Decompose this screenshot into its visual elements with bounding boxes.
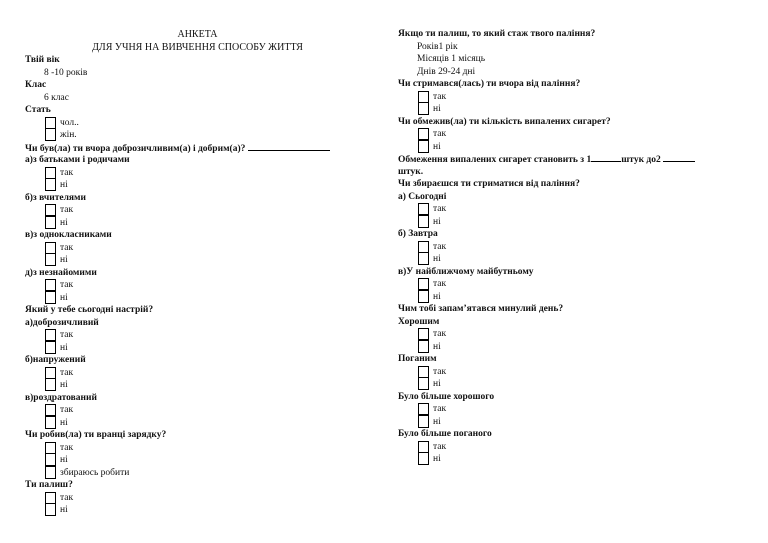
- option-no: ні: [398, 103, 748, 116]
- option-no: ні: [398, 341, 748, 354]
- option-yes: так: [25, 167, 370, 180]
- option-no: ні: [25, 504, 370, 517]
- option-no: ні: [398, 141, 748, 154]
- checkbox-no[interactable]: [45, 503, 56, 516]
- checkbox-no[interactable]: [418, 415, 429, 428]
- option-yes: так: [398, 91, 748, 104]
- checkbox-no[interactable]: [45, 291, 56, 304]
- checkbox-yes[interactable]: [418, 128, 429, 140]
- smoking-duration-question: Якщо ти палиш, то який стаж твого паління?: [398, 29, 596, 39]
- option-yes: так: [398, 366, 748, 379]
- right-column: [398, 28, 748, 466]
- option-no: ні: [25, 417, 370, 430]
- checkbox-no[interactable]: [45, 178, 56, 191]
- checkbox-no[interactable]: [418, 452, 429, 465]
- friendly-question: Чи був(ла) ти вчора доброзичливим(а) і добрим(а)?: [25, 142, 370, 155]
- option-yes: так: [25, 204, 370, 217]
- class-value: 6 клас: [44, 92, 69, 103]
- option-yes: так: [25, 279, 370, 292]
- smoking-months: Місяців 1 місяць: [417, 54, 486, 64]
- option-yes: так: [398, 441, 748, 454]
- option-yes: так: [25, 329, 370, 342]
- option-yes: так: [25, 242, 370, 255]
- remember-question: Чим тобі запам’ятався минулий день?: [398, 304, 564, 314]
- min-cigarettes-line[interactable]: [591, 153, 621, 162]
- mood-tense-label: б)напружений: [25, 355, 86, 365]
- checkbox-yes[interactable]: [45, 492, 56, 504]
- checkbox-yes[interactable]: [45, 367, 56, 379]
- option-no: ні: [398, 216, 748, 229]
- plan-question: Чи збираєшся ти стриматися від паління?: [398, 179, 580, 189]
- option-no: ні: [25, 292, 370, 305]
- checkbox-no[interactable]: [418, 340, 429, 353]
- friendly-strangers-label: д)з незнайомими: [25, 267, 97, 278]
- plan-tomorrow-label: б) Завтра: [398, 229, 438, 239]
- checkbox-no[interactable]: [418, 215, 429, 228]
- checkbox-yes[interactable]: [418, 366, 429, 378]
- mood-irritated-label: в)роздратований: [25, 392, 97, 403]
- option-female: жін.: [25, 129, 370, 142]
- option-no: ні: [398, 291, 748, 304]
- option-no: ні: [25, 454, 370, 467]
- checkbox-no[interactable]: [418, 252, 429, 265]
- checkbox-yes[interactable]: [45, 329, 56, 341]
- option-yes: так: [398, 328, 748, 341]
- option-yes: так: [25, 492, 370, 505]
- option-no: ні: [25, 217, 370, 230]
- checkbox-yes[interactable]: [418, 441, 429, 453]
- checkbox-no[interactable]: [418, 377, 429, 390]
- exercise-question: Чи робив(ла) ти вранці зарядку?: [25, 430, 167, 440]
- age-label: Твій вік: [25, 55, 60, 65]
- left-column: [25, 28, 370, 517]
- checkbox-no[interactable]: [45, 378, 56, 391]
- option-yes: так: [398, 203, 748, 216]
- checkbox-no[interactable]: [45, 453, 56, 466]
- abstain-question: Чи стримався(лась) ти вчора від паління?: [398, 79, 581, 89]
- checkbox-no[interactable]: [418, 102, 429, 115]
- friendly-teachers-label: б)з вчителями: [25, 192, 87, 203]
- checkbox-female[interactable]: [45, 128, 56, 141]
- option-yes: так: [25, 404, 370, 417]
- checkbox-no[interactable]: [418, 290, 429, 303]
- checkbox-yes[interactable]: [45, 404, 56, 416]
- option-yes: так: [398, 403, 748, 416]
- plan-today-label: а) Сьогодні: [398, 191, 447, 202]
- checkbox-no[interactable]: [45, 341, 56, 354]
- option-male: чол..: [25, 117, 370, 130]
- smoking-years: Років1 рік: [417, 41, 458, 52]
- more-bad-label: Було більше поганого: [398, 429, 492, 439]
- option-yes: так: [25, 442, 370, 455]
- limit-statement-end: штук.: [398, 166, 424, 177]
- checkbox-no[interactable]: [45, 216, 56, 229]
- checkbox-male[interactable]: [45, 117, 56, 129]
- option-no: ні: [398, 416, 748, 429]
- option-yes: так: [398, 278, 748, 291]
- option-no: ні: [398, 453, 748, 466]
- option-no: ні: [25, 342, 370, 355]
- smoke-question: Ти палиш?: [25, 480, 73, 490]
- option-yes: так: [398, 241, 748, 254]
- plan-future-label: в)У найближчому майбутньому: [398, 266, 534, 277]
- checkbox-yes[interactable]: [418, 203, 429, 215]
- checkbox-yes[interactable]: [418, 278, 429, 290]
- max-cigarettes-line[interactable]: [663, 153, 695, 162]
- remember-good-label: Хорошим: [398, 316, 440, 327]
- checkbox-yes[interactable]: [418, 328, 429, 340]
- option-yes: так: [25, 367, 370, 380]
- checkbox-plan[interactable]: [45, 466, 56, 479]
- limit-question: Чи обмежив(ла) ти кількість випалених сигарет?: [398, 116, 611, 127]
- checkbox-no[interactable]: [45, 416, 56, 429]
- checkbox-yes[interactable]: [45, 167, 56, 179]
- checkbox-yes[interactable]: [418, 403, 429, 415]
- remember-bad-label: Поганим: [398, 354, 437, 364]
- title-anketa: АНКЕТА: [177, 29, 218, 40]
- checkbox-no[interactable]: [45, 253, 56, 266]
- option-no: ні: [398, 378, 748, 391]
- option-no: ні: [398, 253, 748, 266]
- title-subtitle: ДЛЯ УЧНЯ НА ВИВЧЕННЯ СПОСОБУ ЖИТТЯ: [92, 42, 303, 53]
- option-plan: збираюсь робити: [25, 467, 370, 480]
- checkbox-yes[interactable]: [418, 241, 429, 253]
- mood-question: Який у тебе сьогодні настрій?: [25, 305, 154, 315]
- class-label: Клас: [25, 80, 47, 90]
- friendly-classmates-label: в)з однокласниками: [25, 230, 112, 240]
- option-yes: так: [398, 128, 748, 141]
- checkbox-yes[interactable]: [45, 442, 56, 454]
- friendly-parents-label: а)з батьками і родичами: [25, 155, 130, 165]
- smoking-days: Днів 29-24 дні: [417, 66, 476, 77]
- checkbox-yes[interactable]: [45, 242, 56, 254]
- checkbox-yes[interactable]: [418, 91, 429, 103]
- checkbox-yes[interactable]: [45, 204, 56, 216]
- option-no: ні: [25, 179, 370, 192]
- option-no: ні: [25, 254, 370, 267]
- mood-friendly-label: а)доброзичливий: [25, 317, 99, 328]
- checkbox-no[interactable]: [418, 140, 429, 153]
- age-value: 8 -10 років: [44, 67, 88, 78]
- option-no: ні: [25, 379, 370, 392]
- answer-line[interactable]: [248, 142, 330, 151]
- checkbox-yes[interactable]: [45, 279, 56, 291]
- sex-label: Стать: [25, 105, 51, 115]
- limit-statement: Обмеження випалених сигарет становить з 1 штук до2: [398, 153, 748, 166]
- more-good-label: Було більше хорошого: [398, 391, 495, 402]
